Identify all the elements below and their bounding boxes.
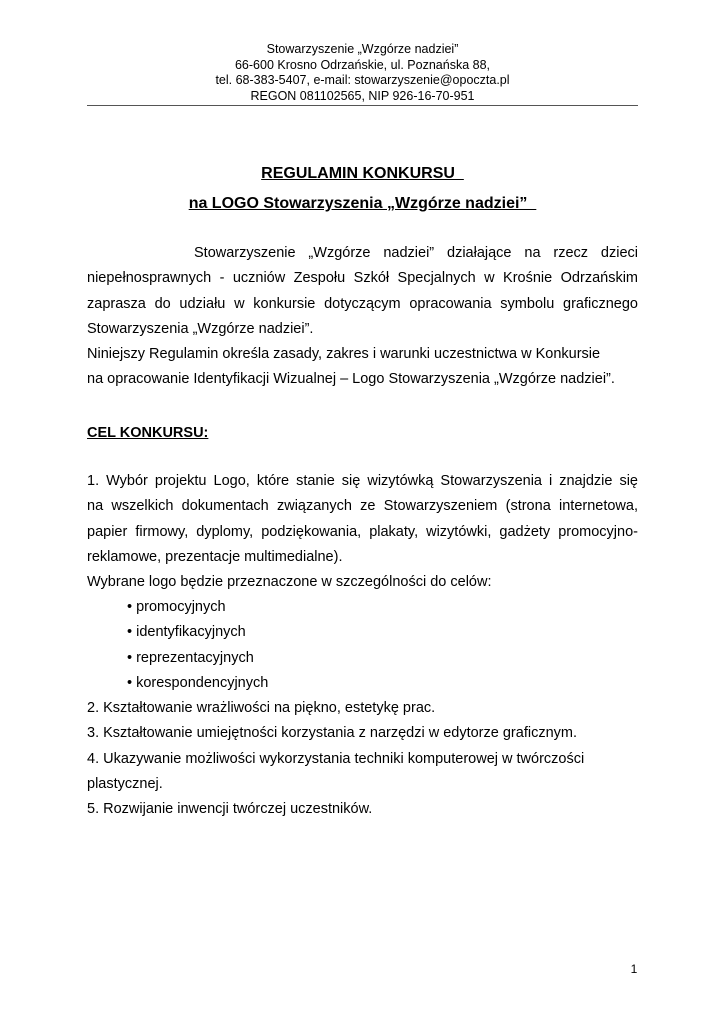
intro-line: Stowarzyszenia „Wzgórze nadziei”. [87, 320, 314, 337]
letterhead-divider [87, 105, 638, 106]
letterhead-org-name: Stowarzyszenie „Wzgórze nadziei” [266, 42, 459, 56]
list-item: • identyfikacyjnych [127, 624, 246, 641]
intro-line: na opracowanie Identyfikacji Wizualnej – Logo Stowarzyszenia „Wzgórze nadziei”. [87, 371, 615, 388]
purpose-intro: Wybrane logo będzie przeznaczone w szczególności do celów: [87, 574, 492, 591]
goal-line: 1. Wybór projektu Logo, które stanie się wizytówką Stowarzyszenia i znajdzie się [87, 473, 638, 489]
goal-item: plastycznej. [87, 775, 163, 792]
goals-list [87, 696, 638, 822]
intro-line: Niniejszy Regulamin określa zasady, zakres i warunki uczestnictwa w Konkursie [87, 346, 601, 363]
document-title [87, 164, 638, 184]
goal-item: 3. Kształtowanie umiejętności korzystania z narzędzi w edytorze graficznym. [87, 725, 577, 742]
list-item: • korespondencyjnych [127, 674, 269, 691]
section-heading: CEL KONKURSU: [87, 425, 209, 441]
goal-line: reklamowe, prezentacje multimedialne). [87, 548, 343, 565]
letterhead-registry: REGON 081102565, NIP 926-16-70-951 [250, 88, 475, 103]
letterhead-contact: tel. 68-383-5407, e-mail: stowarzyszenie@opoczta.pl [215, 73, 510, 87]
document-title-text: REGULAMIN KONKURSU [261, 165, 464, 182]
goal-1-paragraph [87, 469, 638, 595]
goal-line: papier firmowy, dyplomy, podziękowania, plakaty, wizytówki, gadżety promocyjno- [87, 523, 638, 540]
page-number: 1 [630, 962, 638, 976]
letterhead-address: 66-600 Krosno Odrzańskie, ul. Poznańska 88, [234, 57, 490, 72]
goal-line: na wszelkich dokumentach związanych ze Stowarzyszeniem (strona internetowa, [87, 498, 638, 515]
document-subtitle-text: na LOGO Stowarzyszenia „Wzgórze nadziei” [188, 195, 537, 212]
intro-line: niepełnosprawnych - uczniów Zespołu Szkół Specjalnych w Krośnie Odrzańskim [87, 270, 638, 287]
intro-line: zaprasza do udziału w konkursie dotyczącym opracowania symbolu graficznego [87, 295, 638, 312]
document-subtitle [87, 194, 638, 214]
purpose-list [127, 595, 268, 696]
intro-paragraph [87, 241, 638, 393]
goal-item: 4. Ukazywanie możliwości wykorzystania techniki komputerowej w twórczości [87, 750, 585, 767]
intro-line: Stowarzyszenie „Wzgórze nadziei” działające na rzecz dzieci [194, 245, 638, 261]
goal-item: 2. Kształtowanie wrażliwości na piękno, estetykę prac. [87, 700, 436, 716]
goal-item: 5. Rozwijanie inwencji twórczej uczestników. [87, 801, 373, 818]
list-item: • promocyjnych [127, 599, 226, 615]
list-item: • reprezentacyjnych [127, 649, 254, 666]
letterhead [87, 42, 638, 104]
